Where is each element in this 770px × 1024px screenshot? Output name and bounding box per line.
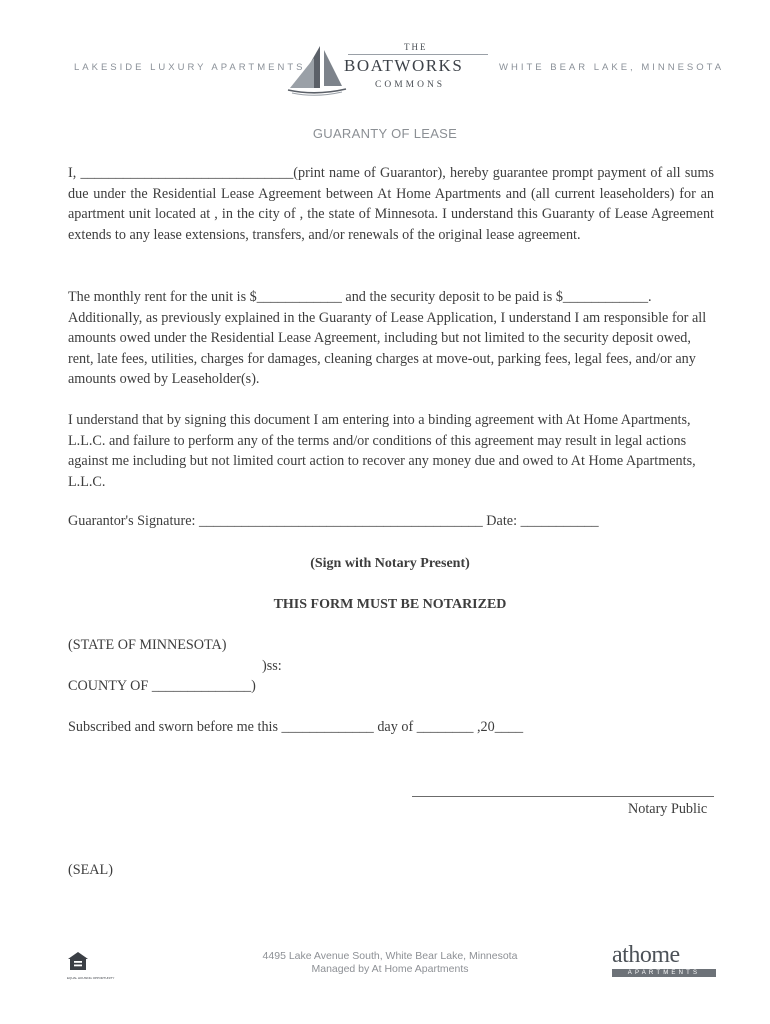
left-tagline: LAKESIDE LUXURY APARTMENTS bbox=[74, 62, 306, 73]
equal-housing-caption: EQUAL HOUSING OPPORTUNITY bbox=[67, 976, 115, 980]
paragraph-guarantee: I, ______________________________(print name of Guarantor), hereby guarantee prompt payment of all sums due under the Residential Lease Agreement between At Home Apartments and (all current leaseholders) for an apartment unit located at , in the city of , the state of Minnesota. I understand this Guaranty of Lease Agreement extends to any lease extensions, transfers, and/or renewals of the original lease agreement. bbox=[68, 165, 714, 243]
notarized-note: THIS FORM MUST BE NOTARIZED bbox=[273, 597, 507, 612]
county-line: COUNTY OF ______________) bbox=[68, 678, 256, 694]
paragraph-binding: I understand that by signing this document I am entering into a binding agreement with At Home Apartments, L.L.C. and failure to perform any of the terms and/or conditions of this agreement may result in legal actions against me including but not limited court action to recover any money due and owed to At Home Apartments, L.L.C. bbox=[68, 412, 696, 490]
logo-rule bbox=[348, 54, 488, 55]
notary-public-label: Notary Public bbox=[628, 801, 708, 817]
sailboat-icon bbox=[286, 44, 348, 96]
athome-logo bbox=[612, 942, 716, 978]
notary-signature-rule bbox=[412, 796, 714, 797]
logo-the-text: THE bbox=[404, 42, 428, 52]
state-line: (STATE OF MINNESOTA) bbox=[68, 637, 227, 653]
guarantor-signature-line: Guarantor's Signature: ________________________________________ Date: ___________ bbox=[68, 513, 599, 529]
logo-name-text: BOATWORKS bbox=[344, 56, 464, 75]
footer-managed-by: Managed by At Home Apartments bbox=[311, 963, 469, 975]
ss-line: )ss: bbox=[262, 658, 282, 674]
athome-logo-subtitle: APARTMENTS bbox=[612, 969, 716, 977]
athome-logo-text: athome bbox=[612, 942, 680, 968]
sworn-line: Subscribed and sworn before me this _____________ day of ________ ,20____ bbox=[68, 719, 524, 735]
boatworks-logo bbox=[286, 42, 496, 98]
document-title: GUARANTY OF LEASE bbox=[312, 126, 458, 141]
footer-address: 4495 Lake Avenue South, White Bear Lake, Minnesota bbox=[262, 950, 518, 962]
logo-commons-text: COMMONS bbox=[375, 80, 446, 90]
seal-label: (SEAL) bbox=[68, 862, 113, 878]
sign-with-notary-note: (Sign with Notary Present) bbox=[310, 556, 470, 571]
right-tagline: WHITE BEAR LAKE, MINNESOTA bbox=[499, 62, 725, 73]
paragraph-rent: The monthly rent for the unit is $____________ and the security deposit to be paid is $____________. Additionally, as previously explained in the Guaranty of Lease Application, I understand I am responsible for all amounts owed under the Residential Lease Agreement, including but not limited to the security deposit owed, rent, late fees, utilities, charges for damages, cleaning charges at move-out, parking fees, legal fees, and/or any amounts owed by Leaseholder(s). bbox=[68, 289, 707, 388]
